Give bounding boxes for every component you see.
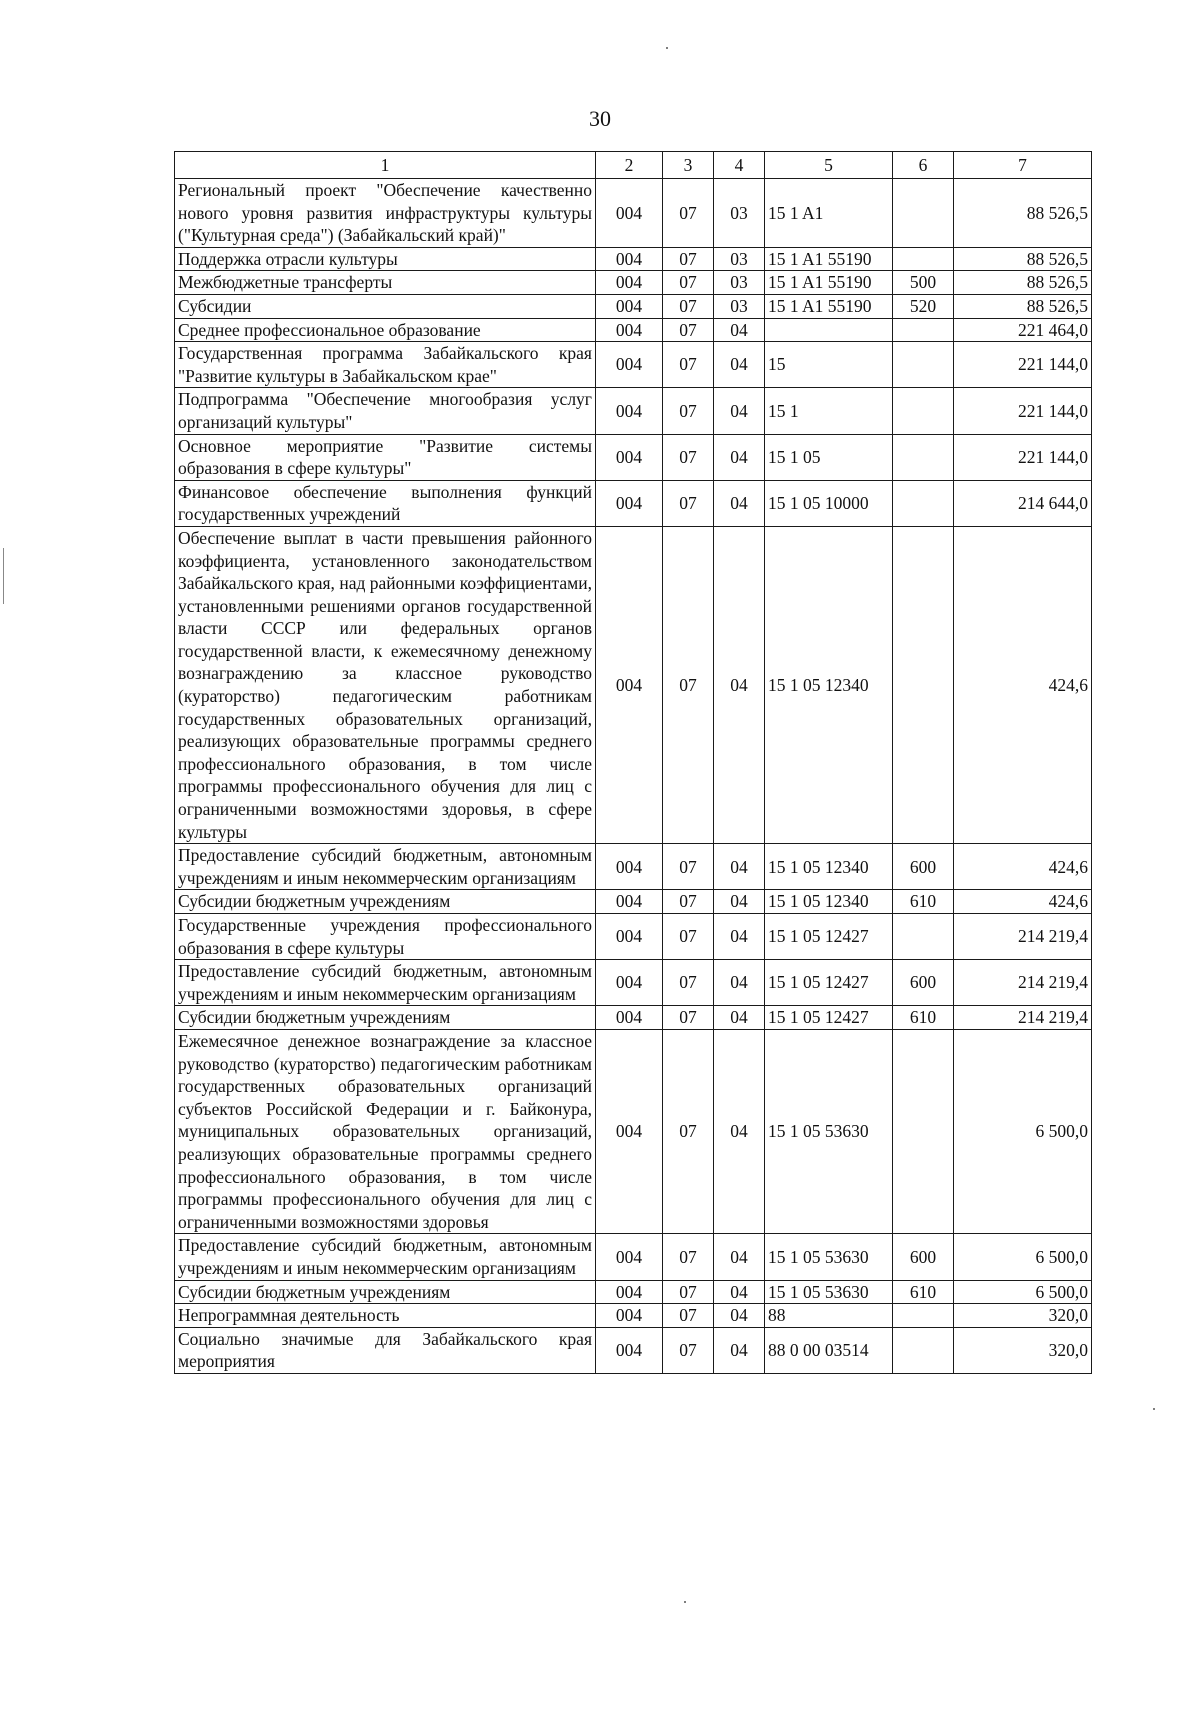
expense-type-cell: 600: [893, 960, 954, 1006]
ministry-code-cell: 004: [596, 294, 663, 318]
budget-table: [174, 151, 1092, 1374]
column-header: 7: [954, 152, 1092, 179]
amount-cell: 88 526,5: [954, 247, 1092, 271]
target-article-cell: 15 1 05 53630: [765, 1029, 893, 1233]
ministry-code-cell: 004: [596, 844, 663, 890]
section-code-cell: 07: [663, 1304, 714, 1328]
amount-cell: 6 500,0: [954, 1029, 1092, 1233]
subsection-code-cell: 03: [714, 294, 765, 318]
target-article-cell: 15 1: [765, 388, 893, 434]
section-code-cell: 07: [663, 1280, 714, 1304]
target-article-cell: 15 1 05 12427: [765, 1006, 893, 1030]
scan-edge-mark: [3, 548, 4, 604]
column-header: 3: [663, 152, 714, 179]
target-article-cell: 15 1 A1: [765, 179, 893, 248]
row-name-cell: Государственные учреждения профессионального образования в сфере культуры: [175, 914, 596, 960]
target-article-cell: 15 1 05 12427: [765, 960, 893, 1006]
expense-type-cell: [893, 1304, 954, 1328]
table-row: [175, 480, 1092, 526]
ministry-code-cell: 004: [596, 1304, 663, 1328]
subsection-code-cell: 04: [714, 844, 765, 890]
row-name-cell: Субсидии бюджетным учреждениям: [175, 1280, 596, 1304]
section-code-cell: 07: [663, 480, 714, 526]
section-code-cell: 07: [663, 434, 714, 480]
table-row: [175, 526, 1092, 843]
column-header: 1: [175, 152, 596, 179]
target-article-cell: 15 1 05 53630: [765, 1280, 893, 1304]
subsection-code-cell: 04: [714, 960, 765, 1006]
row-name-cell: Государственная программа Забайкальского края "Развитие культуры в Забайкальском крае": [175, 342, 596, 388]
target-article-cell: 15 1 05 12340: [765, 844, 893, 890]
row-name-cell: Субсидии: [175, 294, 596, 318]
row-name-cell: Непрограммная деятельность: [175, 1304, 596, 1328]
expense-type-cell: 500: [893, 271, 954, 295]
amount-cell: 88 526,5: [954, 294, 1092, 318]
ministry-code-cell: 004: [596, 960, 663, 1006]
subsection-code-cell: 04: [714, 318, 765, 342]
amount-cell: 221 144,0: [954, 342, 1092, 388]
amount-cell: 214 644,0: [954, 480, 1092, 526]
amount-cell: 221 144,0: [954, 434, 1092, 480]
ministry-code-cell: 004: [596, 1280, 663, 1304]
column-header: 4: [714, 152, 765, 179]
row-name-cell: Среднее профессиональное образование: [175, 318, 596, 342]
table-row: [175, 388, 1092, 434]
amount-cell: 88 526,5: [954, 271, 1092, 295]
subsection-code-cell: 04: [714, 342, 765, 388]
amount-cell: 424,6: [954, 890, 1092, 914]
subsection-code-cell: 03: [714, 247, 765, 271]
row-name-cell: Предоставление субсидий бюджетным, автономным учреждениям и иным некоммерческим организациям: [175, 844, 596, 890]
row-name-cell: Подпрограмма "Обеспечение многообразия услуг организаций культуры": [175, 388, 596, 434]
expense-type-cell: 600: [893, 1234, 954, 1280]
expense-type-cell: [893, 1029, 954, 1233]
amount-cell: 6 500,0: [954, 1280, 1092, 1304]
table-row: [175, 342, 1092, 388]
target-article-cell: 15 1 05 10000: [765, 480, 893, 526]
ministry-code-cell: 004: [596, 318, 663, 342]
expense-type-cell: [893, 388, 954, 434]
section-code-cell: 07: [663, 388, 714, 434]
target-article-cell: 15 1 05 53630: [765, 1234, 893, 1280]
ministry-code-cell: 004: [596, 914, 663, 960]
expense-type-cell: [893, 526, 954, 843]
ministry-code-cell: 004: [596, 342, 663, 388]
amount-cell: 214 219,4: [954, 1006, 1092, 1030]
ministry-code-cell: 004: [596, 1234, 663, 1280]
section-code-cell: 07: [663, 318, 714, 342]
row-name-cell: Социально значимые для Забайкальского края мероприятия: [175, 1327, 596, 1373]
expense-type-cell: 610: [893, 1006, 954, 1030]
table-row: [175, 890, 1092, 914]
table-row: [175, 434, 1092, 480]
expense-type-cell: [893, 1327, 954, 1373]
section-code-cell: 07: [663, 960, 714, 1006]
expense-type-cell: [893, 179, 954, 248]
target-article-cell: 15 1 05 12427: [765, 914, 893, 960]
row-name-cell: Межбюджетные трансферты: [175, 271, 596, 295]
subsection-code-cell: 04: [714, 526, 765, 843]
header-row: [175, 152, 1092, 179]
column-header: 5: [765, 152, 893, 179]
expense-type-cell: 610: [893, 1280, 954, 1304]
subsection-code-cell: 04: [714, 388, 765, 434]
amount-cell: 320,0: [954, 1327, 1092, 1373]
subsection-code-cell: 04: [714, 1304, 765, 1328]
section-code-cell: 07: [663, 342, 714, 388]
table-row: [175, 271, 1092, 295]
row-name-cell: Субсидии бюджетным учреждениям: [175, 890, 596, 914]
amount-cell: 214 219,4: [954, 914, 1092, 960]
subsection-code-cell: 04: [714, 1327, 765, 1373]
table-row: [175, 1006, 1092, 1030]
section-code-cell: 07: [663, 247, 714, 271]
amount-cell: 221 144,0: [954, 388, 1092, 434]
subsection-code-cell: 04: [714, 1234, 765, 1280]
row-name-cell: Поддержка отрасли культуры: [175, 247, 596, 271]
section-code-cell: 07: [663, 179, 714, 248]
table-row: [175, 1280, 1092, 1304]
section-code-cell: 07: [663, 271, 714, 295]
subsection-code-cell: 04: [714, 480, 765, 526]
table-row: [175, 294, 1092, 318]
subsection-code-cell: 04: [714, 434, 765, 480]
row-name-cell: Обеспечение выплат в части превышения районного коэффициента, установленного законодательством Забайкальского края, над районными коэффициентами, установленными решениями органов государственной власти СССР или федеральных органов государственной власти, к ежемесячному денежному вознаграждению за классное руководство (кураторство) педагогическим работникам государственных образовательных организаций, реализующих образовательные программы среднего профессионального образования, в том числе программы профессионального обучения для лиц с ограниченными возможностями здоровья, в сфере культуры: [175, 526, 596, 843]
table-row: [175, 179, 1092, 248]
subsection-code-cell: 04: [714, 1006, 765, 1030]
section-code-cell: 07: [663, 1327, 714, 1373]
target-article-cell: 15 1 A1 55190: [765, 294, 893, 318]
subsection-code-cell: 03: [714, 179, 765, 248]
expense-type-cell: [893, 434, 954, 480]
table-row: [175, 247, 1092, 271]
expense-type-cell: 520: [893, 294, 954, 318]
amount-cell: 88 526,5: [954, 179, 1092, 248]
table-row: [175, 914, 1092, 960]
subsection-code-cell: 04: [714, 1029, 765, 1233]
expense-type-cell: [893, 480, 954, 526]
section-code-cell: 07: [663, 890, 714, 914]
target-article-cell: 15: [765, 342, 893, 388]
row-name-cell: Предоставление субсидий бюджетным, автономным учреждениям и иным некоммерческим организациям: [175, 1234, 596, 1280]
section-code-cell: 07: [663, 526, 714, 843]
table-row: [175, 844, 1092, 890]
row-name-cell: Финансовое обеспечение выполнения функций государственных учреждений: [175, 480, 596, 526]
expense-type-cell: [893, 247, 954, 271]
column-header: 6: [893, 152, 954, 179]
ministry-code-cell: 004: [596, 526, 663, 843]
row-name-cell: Предоставление субсидий бюджетным, автономным учреждениям и иным некоммерческим организациям: [175, 960, 596, 1006]
section-code-cell: 07: [663, 1234, 714, 1280]
column-header: 2: [596, 152, 663, 179]
ministry-code-cell: 004: [596, 480, 663, 526]
target-article-cell: 15 1 05 12340: [765, 890, 893, 914]
subsection-code-cell: 03: [714, 271, 765, 295]
ministry-code-cell: 004: [596, 1029, 663, 1233]
ministry-code-cell: 004: [596, 388, 663, 434]
target-article-cell: [765, 318, 893, 342]
row-name-cell: Субсидии бюджетным учреждениям: [175, 1006, 596, 1030]
section-code-cell: 07: [663, 914, 714, 960]
section-code-cell: 07: [663, 844, 714, 890]
section-code-cell: 07: [663, 1029, 714, 1233]
table-row: [175, 318, 1092, 342]
expense-type-cell: [893, 914, 954, 960]
section-code-cell: 07: [663, 294, 714, 318]
target-article-cell: 88: [765, 1304, 893, 1328]
ministry-code-cell: 004: [596, 1006, 663, 1030]
amount-cell: 320,0: [954, 1304, 1092, 1328]
expense-type-cell: [893, 342, 954, 388]
table-row: [175, 1304, 1092, 1328]
target-article-cell: 15 1 05 12340: [765, 526, 893, 843]
target-article-cell: 15 1 A1 55190: [765, 271, 893, 295]
ministry-code-cell: 004: [596, 1327, 663, 1373]
amount-cell: 424,6: [954, 526, 1092, 843]
amount-cell: 214 219,4: [954, 960, 1092, 1006]
ministry-code-cell: 004: [596, 247, 663, 271]
table-row: [175, 1327, 1092, 1373]
subsection-code-cell: 04: [714, 890, 765, 914]
scan-speck: [666, 47, 668, 49]
subsection-code-cell: 04: [714, 1280, 765, 1304]
target-article-cell: 15 1 05: [765, 434, 893, 480]
target-article-cell: 88 0 00 03514: [765, 1327, 893, 1373]
subsection-code-cell: 04: [714, 914, 765, 960]
table-row: [175, 960, 1092, 1006]
ministry-code-cell: 004: [596, 890, 663, 914]
expense-type-cell: [893, 318, 954, 342]
ministry-code-cell: 004: [596, 271, 663, 295]
expense-type-cell: 610: [893, 890, 954, 914]
amount-cell: 424,6: [954, 844, 1092, 890]
row-name-cell: Ежемесячное денежное вознаграждение за классное руководство (кураторство) педагогическим работникам государственных образовательных организаций субъектов Российской Федерации и г. Байконура, муниципальных образовательных организаций, реализующих образовательные программы среднего профессионального образования, в том числе программы профессионального обучения для лиц с ограниченными возможностями здоровья: [175, 1029, 596, 1233]
table-row: [175, 1234, 1092, 1280]
row-name-cell: Региональный проект "Обеспечение качественно нового уровня развития инфраструктуры культуры ("Культурная среда") (Забайкальский край)": [175, 179, 596, 248]
table-row: [175, 1029, 1092, 1233]
scan-speck: [684, 1601, 686, 1603]
amount-cell: 6 500,0: [954, 1234, 1092, 1280]
ministry-code-cell: 004: [596, 434, 663, 480]
target-article-cell: 15 1 A1 55190: [765, 247, 893, 271]
scan-speck: [1153, 1408, 1155, 1410]
amount-cell: 221 464,0: [954, 318, 1092, 342]
section-code-cell: 07: [663, 1006, 714, 1030]
ministry-code-cell: 004: [596, 179, 663, 248]
expense-type-cell: 600: [893, 844, 954, 890]
row-name-cell: Основное мероприятие "Развитие системы образования в сфере культуры": [175, 434, 596, 480]
page-number: 30: [589, 106, 611, 131]
